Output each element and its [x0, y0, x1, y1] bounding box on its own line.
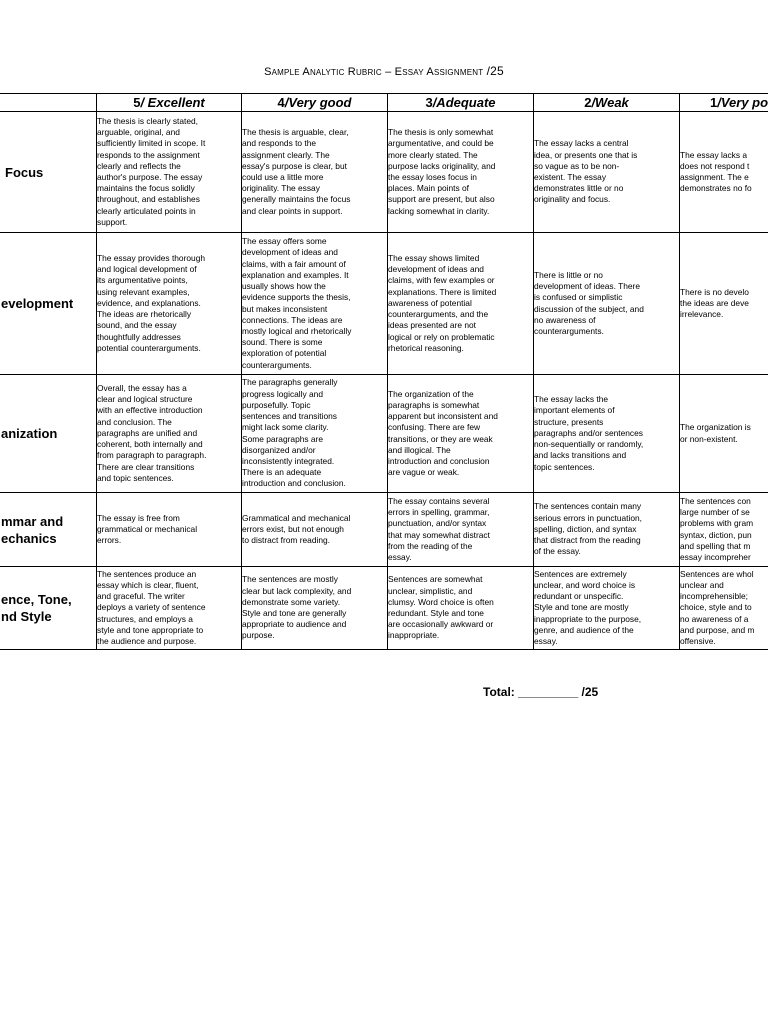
- criterion-label: Focus: [5, 164, 44, 180]
- total-score-line: [483, 685, 598, 699]
- description-cell: [680, 233, 768, 375]
- description-cell: [97, 567, 242, 650]
- description-text: The sentences are mostly clear but lack complexity, and demonstrate some variety. Style and tone are generally appropriate to audience and purpose.: [242, 574, 352, 641]
- description-cell: [534, 375, 680, 493]
- rubric-title-text: Sample Analytic Rubric – Essay Assignment: [264, 66, 484, 78]
- description-text: The sentences con large number of se problems with gram syntax, diction, pun and spelling that m essay incompreher: [680, 495, 754, 562]
- description-cell: [97, 493, 242, 567]
- level-label: /Very po: [717, 95, 768, 110]
- level-label: /Weak: [591, 95, 629, 110]
- description-cell: [534, 233, 680, 375]
- description-cell: [388, 567, 534, 650]
- description-cell: [388, 112, 534, 233]
- criterion-cell: [0, 112, 97, 233]
- level-number: 3: [425, 95, 433, 110]
- criterion-label: ence, Tone, nd Style: [1, 592, 72, 624]
- description-cell: [388, 375, 534, 493]
- criterion-cell: [0, 567, 97, 650]
- total-out-of: /25: [581, 685, 599, 699]
- criterion-cell: [0, 233, 97, 375]
- rubric-row-style: [0, 567, 768, 650]
- rubric-row-focus: [0, 112, 768, 233]
- rubric-title: [0, 64, 768, 78]
- description-text: The thesis is only somewhat argumentative, and could be more clearly stated. The purpose lacks originality, and the essay loses focus in places. Main points of support are present, but also lacking somewhat in clarity.: [388, 127, 496, 216]
- description-cell: [680, 112, 768, 233]
- header-row: [0, 94, 768, 112]
- description-text: The thesis is clearly stated, arguable, original, and sufficiently limited in scope. It responds to the assignment clearly and reflects the author's purpose. The essay maintains the focus solidly throughout, and establishes clearly articulated points in support.: [97, 115, 206, 227]
- header-level-1: [680, 94, 768, 112]
- description-cell: [97, 233, 242, 375]
- description-cell: [388, 493, 534, 567]
- description-cell: [534, 567, 680, 650]
- level-number: 5: [133, 95, 141, 110]
- description-text: There is little or no development of ideas. There is confused or simplistic discussion of the subject, and no awareness of counterarguments.: [534, 269, 644, 336]
- description-cell: [97, 375, 242, 493]
- rubric-row-organization: [0, 375, 768, 493]
- description-cell: [534, 112, 680, 233]
- level-number: 2: [584, 95, 592, 110]
- description-text: The essay provides thorough and logical development of its argumentative points, using relevant examples, evidence, and explanations. The ideas are rhetorically sound, and the essay thoughtfully addresses potential counterarguments.: [97, 253, 206, 353]
- description-cell: [680, 375, 768, 493]
- header-level-5: [97, 94, 242, 112]
- total-label: Total:: [483, 685, 515, 699]
- description-text: Sentences are extremely unclear, and word choice is redundant or unspecific. Style and tone are mostly inappropriate to the purpose, genre, and audience of the essay.: [534, 568, 642, 646]
- header-level-3: [388, 94, 534, 112]
- description-text: The sentences produce an essay which is clear, fluent, and graceful. The writer deploys a variety of sentence structures, and employs a style and tone appropriate to the audience and purpose.: [97, 568, 206, 646]
- description-text: The thesis is arguable, clear, and responds to the assignment clearly. The essay's purpose is clear, but could use a little more originality. The essay generally maintains the focus and clear points in support.: [242, 127, 351, 216]
- description-cell: [97, 112, 242, 233]
- description-cell: [242, 493, 388, 567]
- description-text: The essay lacks a central idea, or presents one that is so vague as to be non- existent. The essay demonstrates little or no originality and focus.: [534, 138, 638, 205]
- level-label: /Adequate: [432, 95, 496, 110]
- description-text: The organization is or non-existent.: [680, 422, 751, 444]
- rubric-row-development: [0, 233, 768, 375]
- description-text: The sentences contain many serious errors in punctuation, spelling, diction, and syntax that distract from the reading of the essay.: [534, 501, 642, 557]
- description-cell: [680, 493, 768, 567]
- description-cell: [242, 375, 388, 493]
- criterion-label: evelopment: [1, 296, 74, 311]
- description-text: The essay is free from grammatical or mechanical errors.: [97, 512, 198, 546]
- description-text: Sentences are somewhat unclear, simplistic, and clumsy. Word choice is often redundant. Style and tone are occasionally awkward or inappropriate.: [388, 574, 494, 641]
- description-cell: [680, 567, 768, 650]
- level-number: 4: [277, 95, 285, 110]
- description-text: The paragraphs generally progress logically and purposefully. Topic sentences and transitions might lack some clarity. Some paragraphs are disorganized and/or inconsistently integrated. There is an adequate introduction and conclusion.: [242, 377, 346, 489]
- rubric-title-score: /25: [486, 64, 504, 78]
- description-text: The essay contains several errors in spelling, grammar, punctuation, and/or syntax that may somewhat distract from the reading of the essay.: [388, 495, 490, 562]
- description-cell: [388, 233, 534, 375]
- description-cell: [242, 112, 388, 233]
- description-text: The essay lacks a does not respond t assignment. The e demonstrates no fo: [680, 149, 752, 194]
- level-label: / Excellent: [140, 95, 205, 110]
- description-text: Overall, the essay has a clear and logical structure with an effective introduction and conclusion. The paragraphs are unified and coherent, both internally and from paragraph to paragraph. There are clear transitions and topic sentences.: [97, 383, 207, 483]
- description-cell: [534, 493, 680, 567]
- description-cell: [242, 567, 388, 650]
- criterion-cell: [0, 493, 97, 567]
- description-text: There is no develo the ideas are deve irrelevance.: [680, 286, 749, 320]
- header-level-2: [534, 94, 680, 112]
- description-cell: [242, 233, 388, 375]
- description-text: The essay offers some development of ideas and claims, with a fair amount of explanation and examples. It usually shows how the evidence supports the thesis, but makes inconsistent connections. The ideas are mostly logical and rhetorically sound. There is some exploration of potential counterarguments.: [242, 236, 352, 370]
- criterion-label: anization: [1, 426, 58, 441]
- rubric-table: [0, 93, 768, 650]
- level-number: 1: [710, 95, 718, 110]
- total-blank: _________: [518, 685, 579, 699]
- header-criterion: [0, 94, 97, 112]
- criterion-cell: [0, 375, 97, 493]
- level-label: /Very good: [284, 95, 352, 110]
- description-text: Grammatical and mechanical errors exist, but not enough to distract from reading.: [242, 512, 351, 546]
- header-level-4: [242, 94, 388, 112]
- description-text: The organization of the paragraphs is somewhat apparent but inconsistent and confusing. There are few transitions, or they are weak and illogical. The introduction and conclusion are vague or weak.: [388, 388, 498, 478]
- rubric-row-grammar: [0, 493, 768, 567]
- criterion-label: mmar and echanics: [1, 513, 64, 546]
- description-text: Sentences are whol unclear and incomprehensible; choice, style and to no awareness of a and purpose, and m offensive.: [680, 568, 755, 646]
- description-text: The essay shows limited development of ideas and claims, with few examples or explanations. There is limited awareness of potential counterarguments, and the ideas presented are not logical or rely on problematic rhetorical reasoning.: [388, 253, 497, 353]
- description-text: The essay lacks the important elements of structure, presents paragraphs and/or sentences non-sequentially or randomly, and lacks transitions and topic sentences.: [534, 394, 644, 472]
